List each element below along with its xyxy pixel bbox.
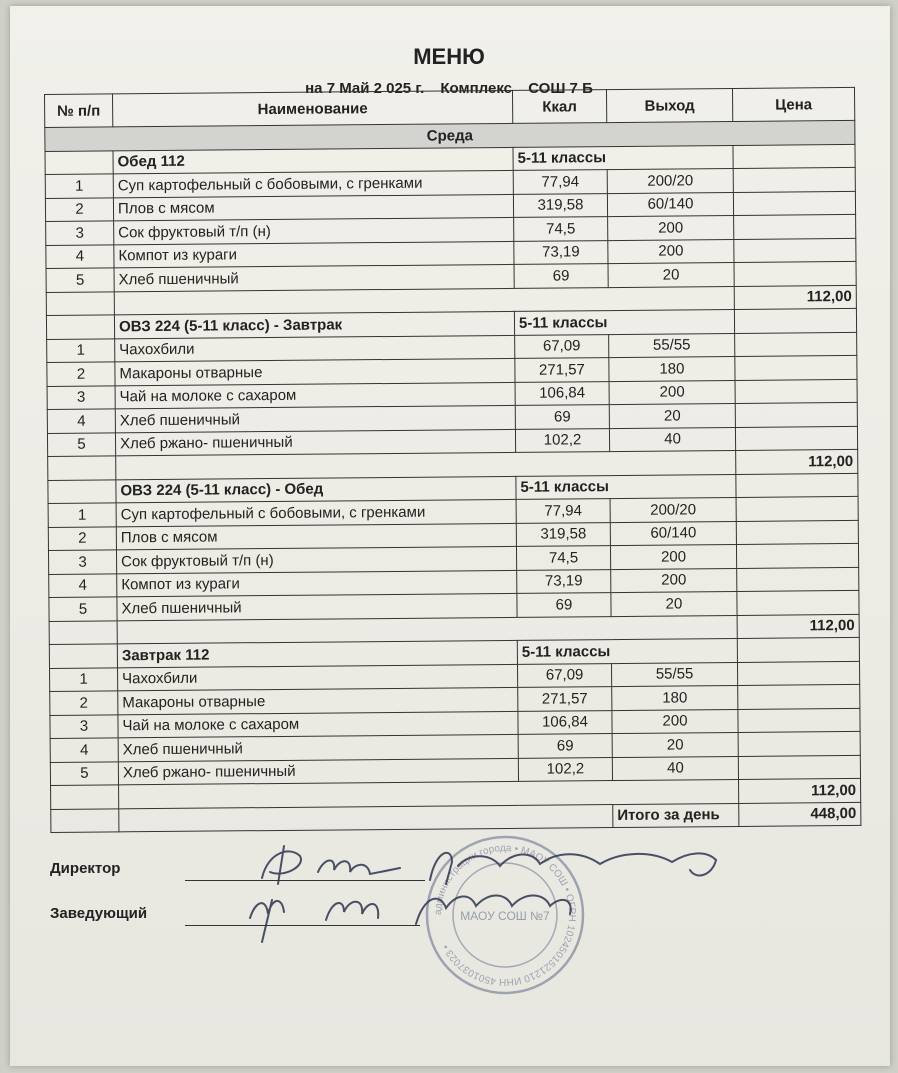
item-name: Чай на молоке с сахаром <box>115 382 515 409</box>
item-name: Суп картофельный с бобовыми, с гренками <box>116 499 516 526</box>
menu-date: на 7 Май 2 025 г. <box>305 80 425 97</box>
item-name: Чахохбили <box>118 664 518 691</box>
section-classes: 5-11 классы <box>517 638 737 663</box>
item-kcal: 67,09 <box>517 663 611 687</box>
item-name: Хлеб ржано- пшеничный <box>115 429 515 456</box>
section-total: 112,00 <box>737 614 859 639</box>
item-name: Сок фруктовый т/п (н) <box>116 546 516 573</box>
column-header: Ккал <box>512 90 606 124</box>
column-header: Выход <box>606 88 732 122</box>
item-output: 180 <box>609 356 735 381</box>
day-name: Среда <box>45 120 855 151</box>
item-number: 5 <box>49 597 117 621</box>
item-kcal: 271,57 <box>518 687 612 711</box>
item-output: 200 <box>610 544 736 569</box>
item-output: 60/140 <box>607 192 733 217</box>
item-output: 200 <box>608 215 734 240</box>
item-name: Хлеб ржано- пшеничный <box>118 758 518 785</box>
item-kcal: 319,58 <box>516 522 610 546</box>
section-classes: 5-11 классы <box>516 474 736 499</box>
item-kcal: 77,94 <box>513 170 607 194</box>
item-name: Хлеб пшеничный <box>115 405 515 432</box>
section-classes: 5-11 классы <box>514 309 734 334</box>
item-number: 4 <box>47 409 115 433</box>
section-total: 112,00 <box>736 449 858 474</box>
item-output: 200 <box>609 380 735 405</box>
school-name: СОШ 7 Б <box>528 80 593 97</box>
item-kcal: 271,57 <box>515 358 609 382</box>
item-name: Хлеб пшеничный <box>114 264 514 291</box>
item-kcal: 102,2 <box>515 428 609 452</box>
item-name: Хлеб пшеничный <box>118 734 518 761</box>
document-title: МЕНЮ <box>413 44 485 69</box>
stamp-center-text: МАОУ СОШ №7 <box>460 909 550 923</box>
item-number: 4 <box>50 738 118 762</box>
manager-label: Заведующий <box>50 905 148 922</box>
section-total: 112,00 <box>734 285 856 310</box>
section-name: ОВЗ 224 (5-11 класс) - Завтрак <box>114 311 514 338</box>
item-kcal: 319,58 <box>513 193 607 217</box>
item-name: Компот из кураги <box>117 570 517 597</box>
item-name: Хлеб пшеничный <box>117 593 517 620</box>
day-total-label: Итого за день <box>613 803 739 828</box>
item-number: 3 <box>48 550 116 574</box>
item-name: Плов с мясом <box>113 194 513 221</box>
item-kcal: 73,19 <box>514 240 608 264</box>
item-number: 5 <box>46 268 114 292</box>
item-kcal: 106,84 <box>515 381 609 405</box>
item-output: 200 <box>608 239 734 264</box>
item-kcal: 69 <box>517 593 611 617</box>
item-number: 1 <box>50 667 118 691</box>
director-signature <box>262 846 716 884</box>
item-number: 2 <box>50 691 118 715</box>
item-name: Макароны отварные <box>115 358 515 385</box>
item-number: 5 <box>50 761 118 785</box>
item-number: 4 <box>46 244 114 268</box>
item-kcal: 69 <box>515 405 609 429</box>
item-number: 4 <box>49 573 117 597</box>
stamp-ring-text: администрации города • МАОУ СОШ • ОГРН 1024501521210 ИНН 4501037023 • <box>432 842 578 988</box>
item-output: 55/55 <box>611 662 737 687</box>
item-number: 3 <box>50 714 118 738</box>
column-header: Цена <box>732 87 854 121</box>
item-number: 1 <box>47 338 115 362</box>
item-name: Плов с мясом <box>116 523 516 550</box>
item-name: Макароны отварные <box>118 687 518 714</box>
item-number: 2 <box>45 197 113 221</box>
section-name: Завтрак 112 <box>117 640 517 667</box>
item-name: Компот из кураги <box>114 241 514 268</box>
item-name: Суп картофельный с бобовыми, с гренками <box>113 170 513 197</box>
item-kcal: 69 <box>518 734 612 758</box>
item-kcal: 102,2 <box>518 757 612 781</box>
director-label: Директор <box>50 860 121 877</box>
item-number: 5 <box>47 432 115 456</box>
item-output: 40 <box>612 756 738 781</box>
section-name: Обед 112 <box>113 147 513 174</box>
section-classes: 5-11 классы <box>513 145 733 170</box>
item-output: 60/140 <box>610 521 736 546</box>
column-header: Наименование <box>113 90 513 126</box>
item-output: 40 <box>609 427 735 452</box>
item-number: 2 <box>47 362 115 386</box>
item-kcal: 67,09 <box>515 334 609 358</box>
item-number: 1 <box>45 174 113 198</box>
item-name: Сок фруктовый т/п (н) <box>114 217 514 244</box>
item-output: 55/55 <box>609 333 735 358</box>
item-output: 200 <box>611 568 737 593</box>
item-number: 3 <box>46 221 114 245</box>
item-kcal: 73,19 <box>517 569 611 593</box>
item-output: 20 <box>609 403 735 428</box>
item-kcal: 106,84 <box>518 710 612 734</box>
item-name: Чахохбили <box>115 335 515 362</box>
item-number: 2 <box>48 526 116 550</box>
item-output: 200 <box>612 709 738 734</box>
item-kcal: 69 <box>514 264 608 288</box>
item-number: 3 <box>47 385 115 409</box>
item-kcal: 74,5 <box>516 546 610 570</box>
item-kcal: 77,94 <box>516 499 610 523</box>
item-output: 200/20 <box>610 497 736 522</box>
item-output: 20 <box>612 732 738 757</box>
item-number: 1 <box>48 503 116 527</box>
column-header: № п/п <box>45 94 113 128</box>
manager-signature <box>250 896 571 943</box>
item-output: 180 <box>612 685 738 710</box>
complex-label: Комплекс <box>440 80 513 97</box>
item-output: 20 <box>608 262 734 287</box>
item-output: 20 <box>611 591 737 616</box>
section-total: 112,00 <box>739 778 861 803</box>
section-name: ОВЗ 224 (5-11 класс) - Обед <box>116 476 516 503</box>
item-output: 200/20 <box>607 168 733 193</box>
item-name: Чай на молоке с сахаром <box>118 711 518 738</box>
day-total: 448,00 <box>739 802 861 827</box>
item-kcal: 74,5 <box>514 217 608 241</box>
